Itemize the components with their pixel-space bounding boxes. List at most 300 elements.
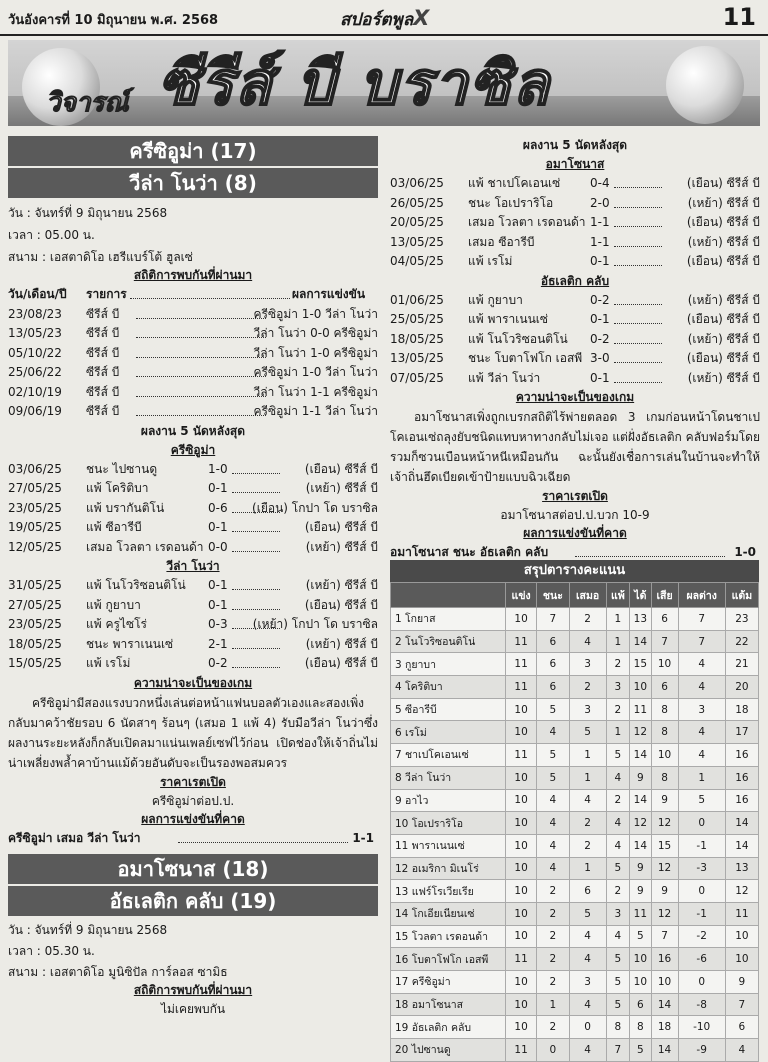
stat-cell: 4	[678, 721, 725, 744]
leader-dots	[614, 187, 662, 188]
stat-cell: 18	[651, 1016, 678, 1039]
team-name: 12 อเมริกา มิเนโร่	[391, 857, 506, 880]
h2h-result: วีล่า โนว่า 1-1 ครีซิอูม่า	[253, 384, 378, 399]
section-banner	[8, 40, 760, 126]
stat-cell: 10	[725, 948, 758, 971]
match1-pred-title: ผลการแข่งขันที่คาด	[141, 811, 245, 826]
stat-cell: 11	[506, 744, 537, 767]
form-opponent: ชนะ โบตาโฟโก เอสพี	[468, 351, 583, 365]
table-row	[391, 880, 759, 903]
list-item	[390, 213, 760, 233]
form-opponent: ชนะ โอเปราริโอ	[468, 195, 554, 210]
stat-cell: 2	[537, 971, 569, 994]
team-name: 13 แฟร์โรเวียเรีย	[391, 880, 506, 903]
stat-cell: 10	[506, 812, 537, 835]
stat-cell: 14	[630, 630, 651, 653]
stat-cell: 1	[569, 744, 606, 767]
stat-cell: 0	[569, 1016, 606, 1039]
stat-cell: 9	[725, 971, 758, 994]
stat-cell: 4	[537, 834, 569, 857]
stat-cell: 1	[537, 993, 569, 1016]
stat-cell: 11	[630, 698, 651, 721]
stat-cell: 6	[537, 653, 569, 676]
form-opponent: แพ้ โคริติบา	[86, 481, 149, 495]
stat-cell: 2	[569, 812, 606, 835]
form-date: 23/05/25	[8, 617, 62, 631]
match1-home-form	[8, 460, 378, 558]
stat-cell: 7	[651, 925, 678, 948]
match2-pred-text: อมาโซนาส ชนะ อัธเลติก คลับ	[390, 545, 549, 559]
team-name: 7 ชาเปโคเอนเซ่	[391, 744, 506, 767]
form-venue: (เหย้า) ซีรีส์ บี	[305, 578, 378, 592]
leader-dots	[614, 323, 662, 324]
form-venue: (เยือน) ซีรีส์ บี	[304, 461, 378, 476]
stat-cell: 10	[506, 857, 537, 880]
form-score: 0-1	[590, 312, 610, 326]
stat-cell: 9	[630, 766, 651, 789]
stat-cell: 8	[651, 766, 678, 789]
match2-chance-title: ความน่าจะเป็นของเกม	[515, 390, 635, 404]
stat-cell: 9	[651, 880, 678, 903]
stat-cell: 15	[651, 834, 678, 857]
form-score: 0-1	[208, 578, 228, 592]
match1-day: วัน : จันทร์ที่ 9 มิถุนายน 2568	[8, 206, 168, 220]
stat-cell: 14	[630, 834, 651, 857]
form-date: 18/05/25	[390, 331, 444, 346]
stat-cell: 5	[537, 766, 569, 789]
form-opponent: แพ้ วีล่า โนว่า	[468, 370, 541, 385]
stat-cell: 5	[569, 902, 606, 925]
stat-cell: 10	[630, 676, 651, 699]
match1-home-form-title: ครีซิอูม่า	[170, 442, 216, 457]
form-opponent: แพ้ โนโวริซอนติโน่	[86, 578, 186, 592]
leader-dots	[614, 226, 662, 227]
table-header-cell: ได้	[630, 583, 651, 608]
table-row	[391, 834, 759, 857]
standings-title: สรุปตารางคะแนน	[390, 560, 759, 582]
team-name: 2 โนโวริซอนติโน่	[391, 630, 506, 653]
stat-cell: 11	[725, 902, 758, 925]
form-date: 25/05/25	[390, 312, 444, 326]
stat-cell: 2	[569, 834, 606, 857]
stat-cell: 14	[630, 789, 651, 812]
stat-cell: -2	[678, 925, 725, 948]
h2h-result: ครีซิอูม่า 1-0 วีล่า โนว่า	[253, 306, 378, 321]
match1-away-form	[8, 576, 378, 674]
stat-cell: 6	[651, 608, 678, 631]
match2-home-form-title: อมาโซนาส	[545, 157, 605, 171]
list-item	[8, 499, 378, 519]
stat-cell: 10	[506, 698, 537, 721]
stat-cell: 8	[651, 698, 678, 721]
list-item	[390, 194, 760, 214]
newspaper-logo	[340, 6, 429, 33]
football-icon	[666, 46, 744, 124]
stat-cell: 5	[606, 857, 630, 880]
leader-dots	[614, 207, 662, 208]
list-item	[390, 310, 760, 330]
form-score: 0-2	[590, 331, 610, 346]
table-row	[391, 744, 759, 767]
table-row	[391, 676, 759, 699]
h2h-date: 02/10/19	[8, 384, 62, 399]
stat-cell: -3	[678, 857, 725, 880]
form-score: 2-0	[590, 195, 610, 210]
form-opponent: แพ้ ซีอารีบี	[86, 520, 142, 534]
form-date: 20/05/25	[390, 215, 444, 229]
table-row	[391, 925, 759, 948]
stat-cell: 3	[678, 698, 725, 721]
leader-dots	[232, 648, 280, 649]
table-row	[391, 721, 759, 744]
match2-away-form	[390, 291, 760, 389]
table-row	[391, 698, 759, 721]
stat-cell: 2	[606, 880, 630, 903]
stat-cell: 2	[606, 789, 630, 812]
stat-cell: 10	[506, 1016, 537, 1039]
form-score: 0-1	[590, 254, 610, 268]
stat-cell: 1	[569, 766, 606, 789]
stat-cell: 11	[506, 653, 537, 676]
stat-cell: 3	[606, 676, 630, 699]
stat-cell: -10	[678, 1016, 725, 1039]
stat-cell: 5	[630, 1039, 651, 1062]
stat-cell: 5	[678, 789, 725, 812]
stat-cell: 4	[678, 653, 725, 676]
table-row	[391, 608, 759, 631]
team-name: 16 โบตาโฟโก เอสพี	[391, 948, 506, 971]
stat-cell: 8	[606, 1016, 630, 1039]
match2-h2h-title: สถิติการพบกันที่ผ่านมา	[133, 983, 253, 997]
leader-dots	[232, 667, 280, 668]
team-name: 4 โคริติบา	[391, 676, 506, 699]
stat-cell: 10	[506, 721, 537, 744]
h2h-competition: ซีรีส์ บี	[86, 404, 120, 418]
stat-cell: 3	[606, 902, 630, 925]
stat-cell: 5	[606, 948, 630, 971]
form-venue: (เยือน) ซีรีส์ บี	[686, 176, 760, 190]
stat-cell: 10	[651, 744, 678, 767]
form-score: 0-0	[208, 539, 228, 554]
stat-cell: 10	[506, 971, 537, 994]
match1-price: ครีซิอูม่าต่อป.ป.	[151, 793, 235, 808]
stat-cell: 8	[630, 1016, 651, 1039]
stat-cell: 4	[725, 1039, 758, 1062]
h2h-col-result: ผลการแข่งขัน	[292, 287, 366, 301]
table-header-cell: ผลต่าง	[678, 583, 725, 608]
form-score: 0-1	[208, 597, 228, 612]
leader-dots	[232, 609, 280, 610]
stat-cell: 5	[606, 993, 630, 1016]
list-item	[8, 615, 378, 635]
form-score: 0-1	[590, 370, 610, 385]
logo-text: สปอร์ตพูล	[340, 10, 414, 30]
h2h-col-date: วัน/เดือน/ปี	[8, 287, 67, 301]
form-score: 0-6	[208, 500, 228, 515]
stat-cell: 4	[537, 857, 569, 880]
team-name: 15 โวลตา เรดอนด้า	[391, 925, 506, 948]
stat-cell: 5	[606, 744, 630, 767]
team-name: 19 อัธเลติก คลับ	[391, 1016, 506, 1039]
stat-cell: 2	[537, 1016, 569, 1039]
stat-cell: 11	[506, 630, 537, 653]
table-row	[391, 789, 759, 812]
stat-cell: -1	[678, 834, 725, 857]
stat-cell: 12	[651, 857, 678, 880]
form-date: 13/05/25	[390, 351, 444, 365]
form-venue: (เหย้า) ซีรีส์ บี	[305, 636, 378, 651]
list-item	[8, 596, 378, 616]
stat-cell: 4	[678, 744, 725, 767]
stat-cell: 10	[651, 653, 678, 676]
stat-cell: 5	[630, 925, 651, 948]
stat-cell: 12	[725, 880, 758, 903]
stat-cell: 0	[678, 812, 725, 835]
stat-cell: 2	[537, 880, 569, 903]
form-opponent: เสมอ โวลตา เรดอนด้า	[86, 539, 204, 554]
stat-cell: 2	[537, 948, 569, 971]
left-column	[8, 136, 378, 1018]
table-header-cell: เสีย	[651, 583, 678, 608]
table-row	[8, 344, 378, 364]
stat-cell: 10	[506, 766, 537, 789]
table-row	[8, 305, 378, 325]
list-item	[390, 174, 760, 194]
stat-cell: 12	[651, 812, 678, 835]
form-venue: (เยือน) ซีรีส์ บี	[686, 215, 760, 229]
stat-cell: 5	[569, 721, 606, 744]
match1-pred-text: ครีซิอูม่า เสมอ วีล่า โนว่า	[8, 830, 141, 845]
stat-cell: 10	[506, 608, 537, 631]
stat-cell: 14	[651, 1039, 678, 1062]
list-item	[8, 576, 378, 596]
form-date: 01/06/25	[390, 292, 444, 307]
leader-dots	[136, 376, 266, 377]
stat-cell: 11	[630, 902, 651, 925]
list-item	[8, 479, 378, 499]
leader-dots	[232, 551, 280, 552]
match1-chance-title: ความน่าจะเป็นของเกม	[133, 675, 253, 690]
form-opponent: แพ้ เรโม่	[468, 254, 513, 268]
match1-pred-score: 1-1	[352, 830, 374, 845]
stat-cell: 11	[506, 676, 537, 699]
stat-cell: 9	[630, 880, 651, 903]
stat-cell: 6	[537, 630, 569, 653]
form-date: 03/06/25	[390, 176, 444, 190]
table-row	[391, 902, 759, 925]
team-name: 10 โอเปราริโอ	[391, 812, 506, 835]
list-item	[8, 460, 378, 480]
stat-cell: 0	[678, 880, 725, 903]
form-date: 03/06/25	[8, 461, 62, 476]
team-name: 9 อาไว	[391, 789, 506, 812]
match1-time: เวลา : 05.00 น.	[8, 228, 95, 242]
team-name: 5 ซีอารีบี	[391, 698, 506, 721]
stat-cell: 11	[506, 948, 537, 971]
stat-cell: 9	[630, 857, 651, 880]
match2-day: วัน : จันทร์ที่ 9 มิถุนายน 2568	[8, 923, 168, 937]
match1-away-form-title: วีล่า โนว่า	[166, 559, 220, 573]
form-score: 0-1	[208, 520, 228, 534]
match1-form-title: ผลงาน 5 นัดหลังสุด	[140, 423, 246, 438]
stat-cell: 2	[537, 925, 569, 948]
stat-cell: -8	[678, 993, 725, 1016]
stat-cell: 9	[651, 789, 678, 812]
form-opponent: แพ้ บรากันติโน่	[86, 500, 165, 515]
list-item	[8, 538, 378, 558]
team-name: 14 โกเอียเนียนเซ่	[391, 902, 506, 925]
stat-cell: 4	[537, 812, 569, 835]
stat-cell: 13	[630, 608, 651, 631]
form-date: 26/05/25	[390, 195, 444, 210]
match2-away-form-title: อัธเลติก คลับ	[540, 273, 610, 288]
h2h-result: ครีซิอูม่า 1-1 วีล่า โนว่า	[253, 404, 378, 418]
leader-dots	[136, 357, 266, 358]
stat-cell: 11	[506, 1039, 537, 1062]
stat-cell: 4	[569, 948, 606, 971]
stat-cell: 4	[569, 993, 606, 1016]
stat-cell: 10	[506, 925, 537, 948]
table-row	[391, 812, 759, 835]
h2h-header	[8, 285, 378, 305]
stat-cell: 10	[725, 925, 758, 948]
table-body	[391, 608, 759, 1062]
match2-away-bar: อัธเลติก คลับ (19)	[8, 886, 378, 916]
team-name: 8 วีล่า โนว่า	[391, 766, 506, 789]
table-header-cell: ชนะ	[537, 583, 569, 608]
stat-cell: 3	[569, 653, 606, 676]
stat-cell: 6	[537, 676, 569, 699]
stat-cell: 4	[606, 766, 630, 789]
stat-cell: 0	[537, 1039, 569, 1062]
stat-cell: -9	[678, 1039, 725, 1062]
match2-price: อมาโซนาสต่อป.ป.บวก 10-9	[500, 508, 650, 522]
leader-dots	[614, 362, 662, 363]
table-row	[391, 857, 759, 880]
table-header-cell	[391, 583, 506, 608]
form-venue: (เหย้า) โกปา โด บราซิล	[252, 617, 378, 631]
form-score: 1-1	[590, 215, 610, 229]
stat-cell: 16	[725, 744, 758, 767]
h2h-result: วีล่า โนว่า 1-0 ครีซิอูม่า	[253, 345, 378, 360]
team-name: 6 เรโม่	[391, 721, 506, 744]
form-score: 1-1	[590, 234, 610, 249]
form-score: 3-0	[590, 351, 610, 365]
stat-cell: 1	[606, 608, 630, 631]
leader-dots	[232, 531, 280, 532]
table-row	[391, 993, 759, 1016]
form-venue: (เยือน) ซีรีส์ บี	[304, 656, 378, 670]
table-header-cell: แข่ง	[506, 583, 537, 608]
stat-cell: 6	[630, 993, 651, 1016]
form-date: 18/05/25	[8, 636, 62, 651]
stat-cell: 18	[725, 698, 758, 721]
match2-home-form	[390, 174, 760, 272]
stat-cell: 20	[725, 676, 758, 699]
stat-cell: 4	[569, 1039, 606, 1062]
form-date: 13/05/25	[390, 234, 444, 249]
stat-cell: 0	[678, 971, 725, 994]
stat-cell: 16	[725, 789, 758, 812]
form-venue: (เยือน) ซีรีส์ บี	[686, 312, 760, 326]
list-item	[390, 330, 760, 350]
match1-away-bar: วีล่า โนว่า (8)	[8, 168, 378, 198]
stat-cell: 3	[569, 971, 606, 994]
form-date: 07/05/25	[390, 370, 444, 385]
table-row	[8, 324, 378, 344]
leader-dots	[232, 473, 280, 474]
h2h-date: 25/06/22	[8, 365, 62, 379]
stat-cell: 13	[725, 857, 758, 880]
banner-kicker: วิจารณ์	[46, 88, 129, 118]
team-name: 20 ไปซานดู	[391, 1039, 506, 1062]
match2-stadium: สนาม : เอสตาดิโอ มูนิซิปัล การ์ลอส ซามิธ	[8, 965, 228, 979]
stat-cell: 5	[606, 971, 630, 994]
stat-cell: 4	[537, 789, 569, 812]
h2h-competition: ซีรีส์ บี	[86, 306, 120, 321]
stat-cell: 7	[725, 993, 758, 1016]
form-venue: (เหย้า) ซีรีส์ บี	[305, 481, 378, 495]
stat-cell: 12	[630, 721, 651, 744]
form-score: 0-4	[590, 176, 610, 190]
stat-cell: 4	[569, 789, 606, 812]
stat-cell: 15	[630, 653, 651, 676]
form-venue: (เหย้า) ซีรีส์ บี	[687, 331, 760, 346]
leader-dots	[178, 842, 348, 843]
list-item	[390, 291, 760, 311]
list-item	[8, 635, 378, 655]
stat-cell: 17	[725, 721, 758, 744]
team-name: 11 พาราเนนเซ่	[391, 834, 506, 857]
h2h-result: ครีซิอูม่า 1-0 วีล่า โนว่า	[253, 365, 378, 379]
stat-cell: 10	[506, 880, 537, 903]
stat-cell: 10	[506, 834, 537, 857]
stat-cell: 2	[606, 698, 630, 721]
form-date: 27/05/25	[8, 481, 62, 495]
match1-stadium: สนาม : เอสตาดิโอ เฮรีแบร์โต้ ฮูลเซ่	[8, 250, 193, 264]
logo-x: X	[413, 6, 430, 30]
stat-cell: 10	[506, 902, 537, 925]
form-venue: (เหย้า) ซีรีส์ บี	[305, 539, 378, 554]
stat-cell: 14	[651, 993, 678, 1016]
leader-dots	[136, 318, 266, 319]
banner-title: ซีรีส์ บี บราซิล	[158, 49, 551, 119]
stat-cell: 4	[606, 925, 630, 948]
form-opponent: เสมอ ซีอารีบี	[468, 234, 535, 249]
list-item	[390, 252, 760, 272]
stat-cell: 4	[569, 925, 606, 948]
form-score: 2-1	[208, 636, 228, 651]
match2-form-title: ผลงาน 5 นัดหลังสุด	[522, 138, 628, 152]
form-date: 27/05/25	[8, 597, 62, 612]
form-score: 0-1	[208, 481, 228, 495]
stat-cell: 8	[651, 721, 678, 744]
form-venue: (เหย้า) ซีรีส์ บี	[687, 292, 760, 307]
list-item	[390, 233, 760, 253]
stat-cell: 2	[606, 653, 630, 676]
stat-cell: 7	[606, 1039, 630, 1062]
list-item	[390, 369, 760, 389]
form-opponent: แพ้ ชาเปโคเอนเซ่	[468, 176, 561, 190]
form-score: 1-0	[208, 461, 228, 476]
match2-analysis: อมาโซนาสเพิ่งถูกเบรกสถิติไร้พ่ายตลอด 3 เกมก่อนหน้าโดนชาเปโคเอนเซ่ถลุงยับชนิดแทบหาทางกลับไม่เจอ แต่ฝั่งอัธเลติก คลับฟอร์มโดยรวมก็ซวนเบือนหน้าหนีเหมือนกัน ฉะนั้นยังเชื่อการเล่นในบ้านจะทำให้เจ้าถิ่นฮึดเบียดเข้าป้ายแบบฉิวเฉียด	[390, 410, 760, 484]
form-date: 15/05/25	[8, 656, 62, 670]
stat-cell: 10	[651, 971, 678, 994]
table-row	[391, 766, 759, 789]
form-date: 19/05/25	[8, 520, 62, 534]
stat-cell: 4	[606, 834, 630, 857]
h2h-date: 13/05/23	[8, 326, 62, 340]
